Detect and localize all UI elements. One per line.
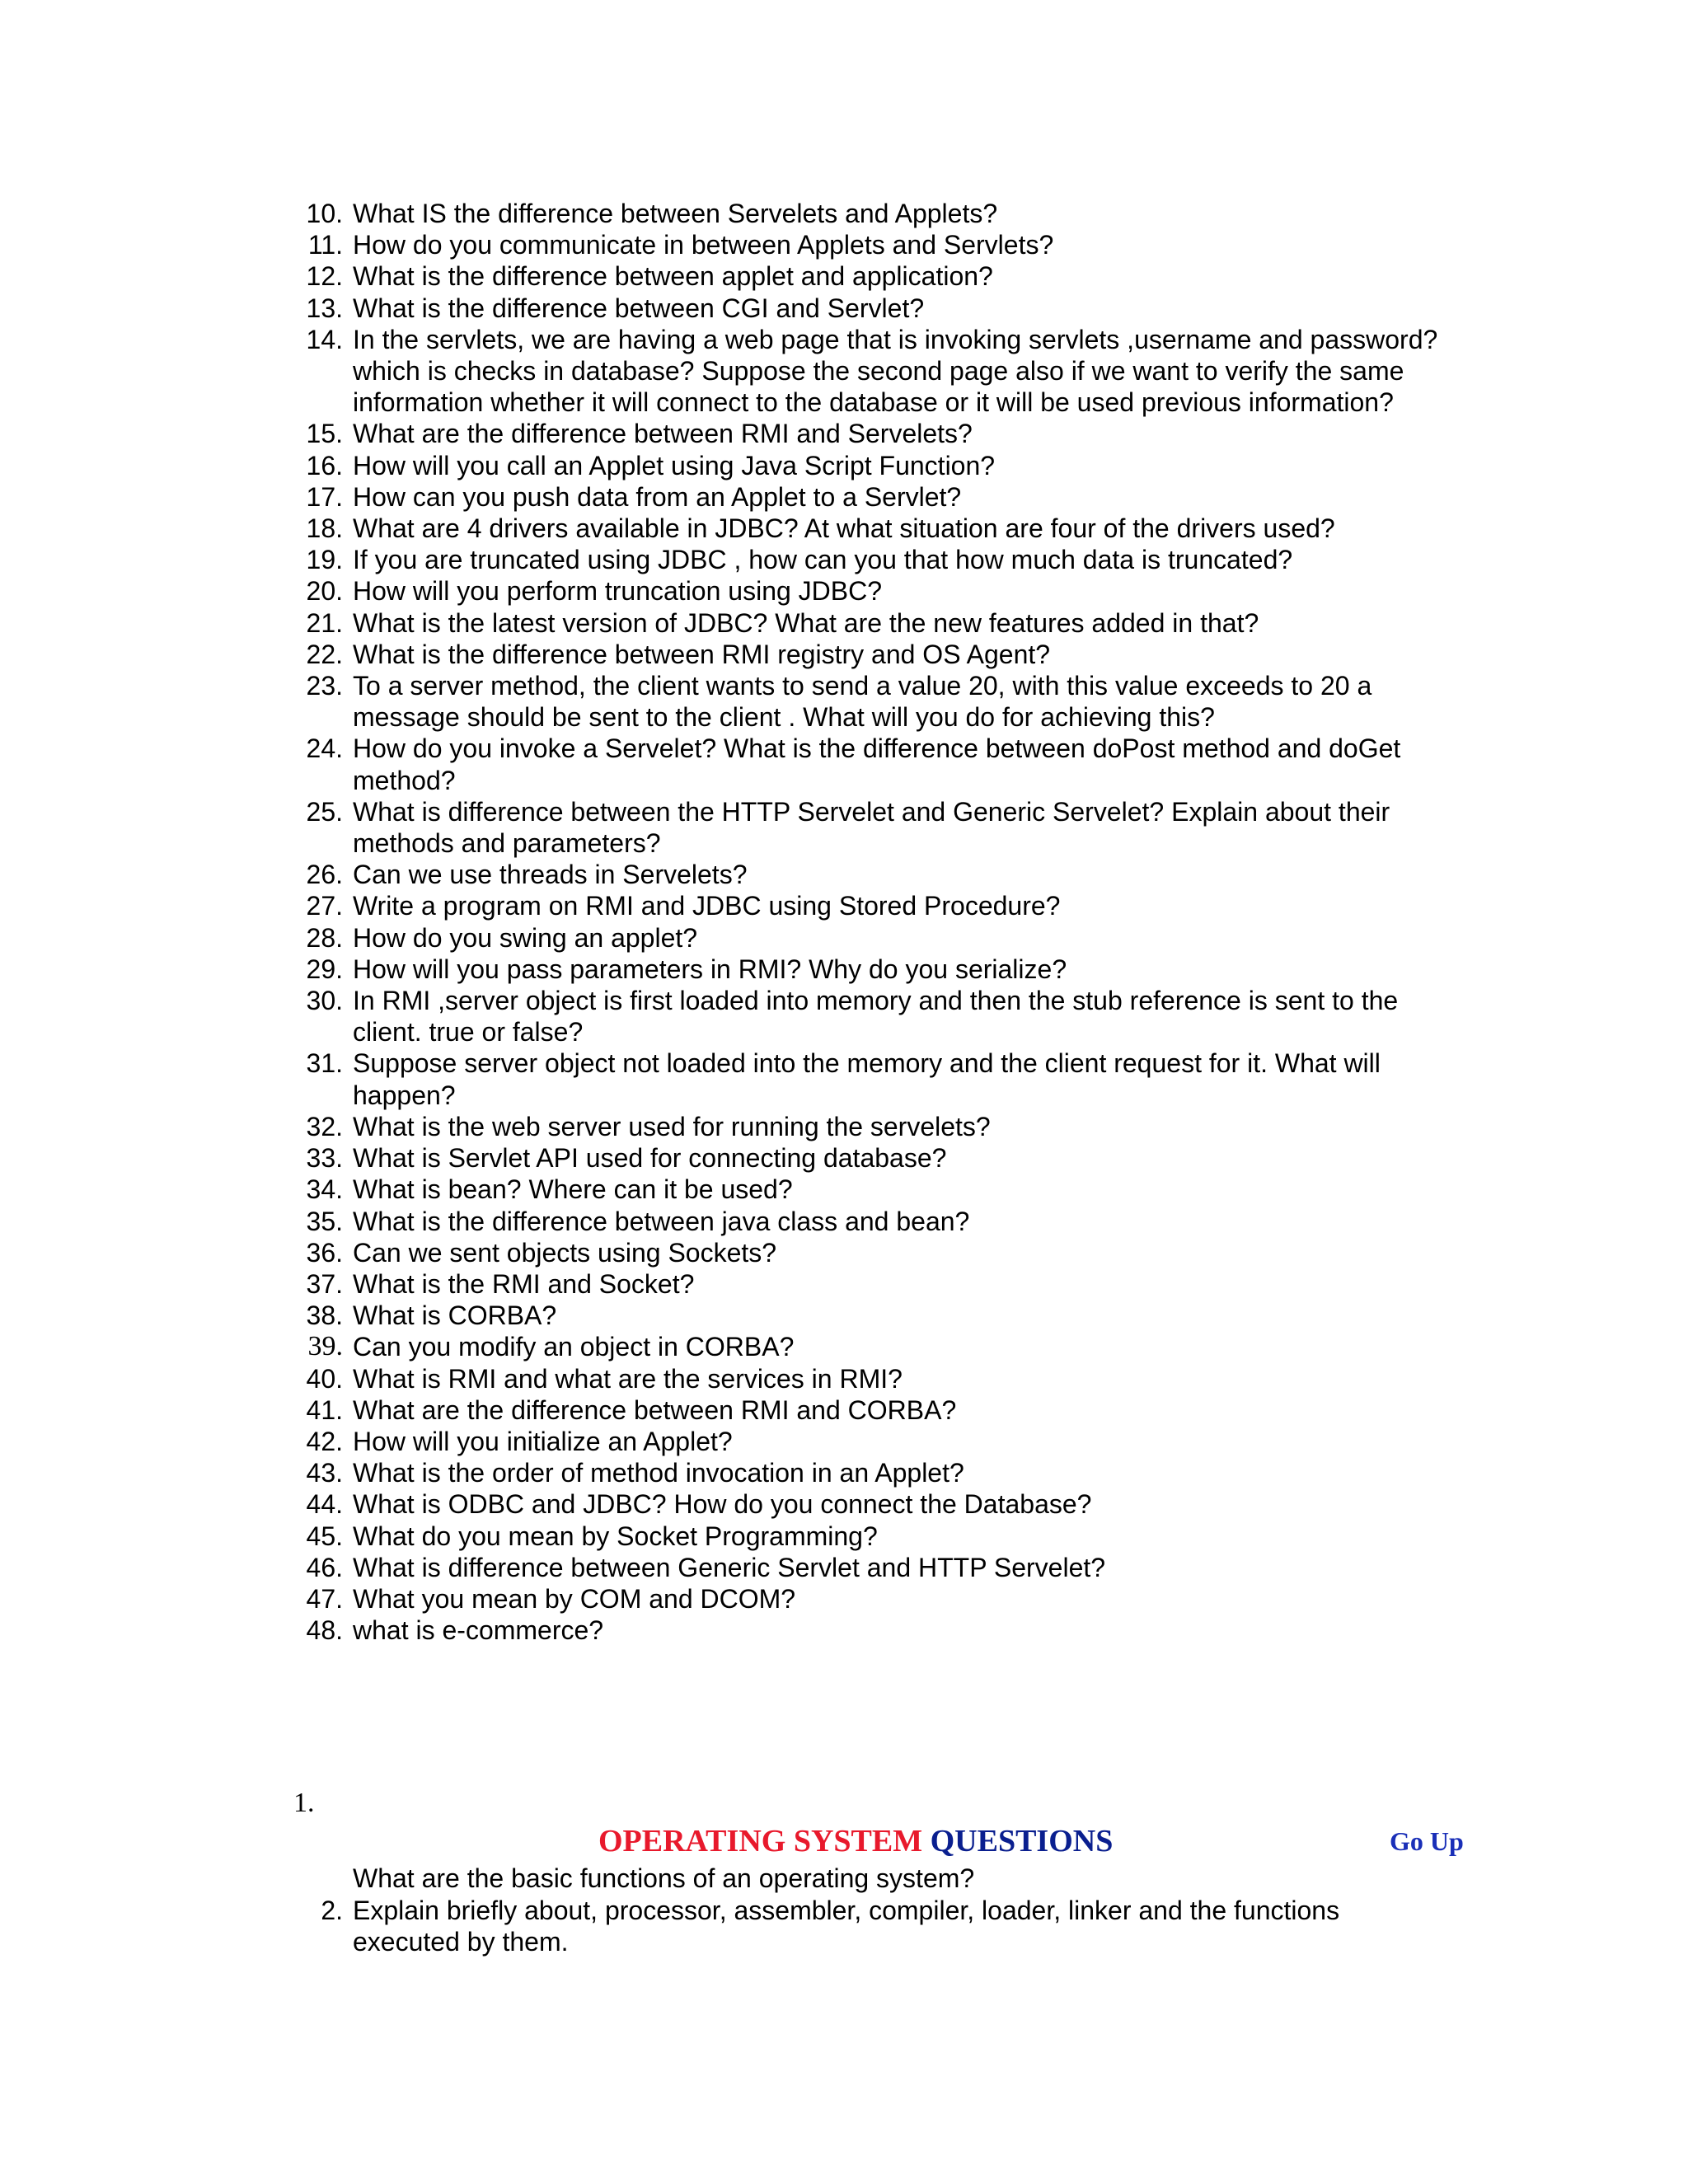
question-text: What is RMI and what are the services in RMI?	[353, 1363, 903, 1394]
question-text: In the servlets, we are having a web page that is invoking servlets ,username and password? which is checks in database? Suppose the second page also if we want to verify the same information whether it will connect to the database or it will be used previous information?	[353, 324, 1438, 418]
question-text: How do you communicate in between Applets and Servlets?	[353, 230, 1054, 260]
question-text: How will you initialize an Applet?	[353, 1426, 733, 1456]
question-number: 24.	[306, 733, 343, 764]
question-text: What is ODBC and JDBC? How do you connect the Database?	[353, 1489, 1092, 1520]
question-text: What do you mean by Socket Programming?	[353, 1521, 878, 1551]
question-text: What is the difference between CGI and Servlet?	[353, 293, 925, 323]
question-number: 16.	[306, 450, 343, 480]
question-item	[293, 859, 1447, 890]
question-number: 13.	[306, 293, 343, 323]
question-number: 11.	[307, 230, 343, 260]
question-text: How do you invoke a Servelet? What is the difference between doPost method and doGet method?	[353, 733, 1401, 795]
question-item	[293, 1331, 1447, 1362]
question-item	[293, 1142, 1447, 1174]
question-text: What is bean? Where can it be used?	[353, 1174, 793, 1205]
question-item	[293, 1394, 1447, 1426]
question-text: What is the RMI and Socket?	[353, 1268, 695, 1299]
question-item	[293, 954, 1447, 985]
question-number: 45.	[306, 1521, 343, 1551]
question-number: 32.	[306, 1111, 343, 1141]
question-number: 42.	[306, 1426, 343, 1456]
question-list	[293, 198, 1447, 1646]
question-number: 39.	[307, 1331, 343, 1362]
question-number: 17.	[306, 481, 343, 512]
question-item	[293, 418, 1447, 449]
os-question-number: 1.	[293, 1788, 315, 1818]
question-item	[293, 1457, 1447, 1488]
question-text: If you are truncated using JDBC , how can you that how much data is truncated?	[353, 545, 1293, 575]
question-item	[293, 260, 1447, 292]
question-item	[293, 607, 1447, 639]
question-number: 36.	[306, 1237, 343, 1268]
question-text: What is the difference between applet and application?	[353, 261, 993, 292]
question-number: 47.	[306, 1583, 343, 1614]
question-text: What are the difference between RMI and Servelets?	[353, 419, 973, 449]
question-number: 20.	[306, 576, 343, 607]
heading-part-red: OPERATING SYSTEM	[598, 1824, 923, 1858]
question-number: 35.	[306, 1206, 343, 1236]
question-item	[293, 198, 1447, 229]
question-text: To a server method, the client wants to send a value 20, with this value exceeds to 20 a message should be sent to the client . What will you do for achieving this?	[353, 671, 1372, 733]
question-text: Can you modify an object in CORBA?	[353, 1332, 795, 1362]
question-item	[293, 544, 1447, 575]
question-item	[293, 1363, 1447, 1394]
question-number: 12.	[306, 261, 343, 292]
question-item	[293, 575, 1447, 607]
question-item	[293, 1174, 1447, 1205]
question-text: Can we use threads in Servelets?	[353, 860, 748, 890]
go-up-link[interactable]: Go Up	[1390, 1826, 1464, 1856]
question-text: How can you push data from an Applet to a Servlet?	[353, 481, 962, 512]
question-number: 43.	[306, 1458, 343, 1488]
question-number: 27.	[306, 891, 343, 921]
question-text: What is difference between Generic Servlet and HTTP Servelet?	[353, 1552, 1106, 1582]
question-item	[293, 1552, 1447, 1583]
question-number: 37.	[306, 1268, 343, 1299]
question-item	[293, 1488, 1447, 1520]
question-item	[293, 1300, 1447, 1331]
question-text: Explain briefly about, processor, assembler, compiler, loader, linker and the functions executed by them.	[353, 1896, 1340, 1957]
question-item	[293, 481, 1447, 513]
question-text: What is Servlet API used for connecting database?	[353, 1143, 947, 1174]
question-item	[293, 1111, 1447, 1142]
question-item	[293, 1521, 1447, 1552]
question-item	[293, 1615, 1447, 1646]
question-text: What IS the difference between Servelets and Applets?	[353, 199, 998, 228]
question-item	[293, 293, 1447, 324]
question-text: Suppose server object not loaded into the memory and the client request for it. What will happen?	[353, 1048, 1381, 1110]
question-text: What are the difference between RMI and CORBA?	[353, 1394, 957, 1425]
question-text: what is e-commerce?	[353, 1615, 604, 1646]
question-item	[293, 229, 1447, 260]
section-heading	[598, 1823, 1113, 1859]
question-number: 40.	[306, 1363, 343, 1394]
question-item	[293, 670, 1447, 733]
question-number: 41.	[306, 1394, 343, 1425]
question-text: Can we sent objects using Sockets?	[353, 1237, 777, 1268]
question-number: 25.	[306, 796, 343, 827]
question-item	[293, 1583, 1447, 1615]
question-number: 28.	[306, 922, 343, 953]
heading-part-blue: QUESTIONS	[930, 1824, 1114, 1858]
question-text: What you mean by COM and DCOM?	[353, 1583, 796, 1614]
question-number: 21.	[306, 607, 343, 638]
question-text: What are 4 drivers available in JDBC? At what situation are four of the drivers used?	[353, 513, 1335, 544]
os-question-item	[293, 1895, 1447, 1957]
question-number: 14.	[306, 324, 343, 354]
question-text: What is CORBA?	[353, 1301, 557, 1331]
question-item	[293, 1206, 1447, 1237]
question-text: What is difference between the HTTP Servelet and Generic Servelet? Explain about their methods and parameters?	[353, 796, 1390, 859]
question-number: 19.	[306, 545, 343, 575]
question-item	[293, 1268, 1447, 1300]
question-item	[293, 985, 1447, 1047]
question-number: 15.	[306, 419, 343, 449]
question-item	[293, 890, 1447, 921]
question-number: 10.	[306, 199, 343, 228]
question-text: What is the difference between RMI registry and OS Agent?	[353, 639, 1051, 669]
question-text: How do you swing an applet?	[353, 922, 698, 953]
question-item	[293, 639, 1447, 670]
question-number: 38.	[306, 1301, 343, 1331]
question-number: 18.	[306, 513, 343, 544]
question-text: What is the latest version of JDBC? What are the new features added in that?	[353, 607, 1259, 638]
question-text: How will you perform truncation using JDBC?	[353, 576, 883, 607]
question-item	[293, 922, 1447, 954]
question-text: Write a program on RMI and JDBC using Stored Procedure?	[353, 891, 1061, 921]
question-text: How will you call an Applet using Java Script Function?	[353, 450, 996, 480]
question-number: 44.	[306, 1489, 343, 1520]
question-number: 48.	[306, 1615, 343, 1646]
question-number: 2.	[321, 1896, 343, 1925]
question-item	[293, 513, 1447, 544]
question-number: 34.	[306, 1174, 343, 1205]
question-item	[293, 1047, 1447, 1110]
operating-system-section	[293, 1787, 1530, 1985]
question-text: What is the difference between java class and bean?	[353, 1206, 970, 1236]
question-text: In RMI ,server object is first loaded into memory and then the stub reference is sent to the client. true or false?	[353, 986, 1399, 1047]
question-item	[293, 324, 1447, 419]
question-number: 29.	[306, 954, 343, 984]
question-number: 33.	[306, 1143, 343, 1174]
question-number: 26.	[306, 860, 343, 890]
question-number: 31.	[306, 1048, 343, 1079]
question-item	[293, 796, 1447, 859]
question-number: 30.	[306, 986, 343, 1016]
question-number: 23.	[306, 671, 343, 701]
question-item	[293, 1237, 1447, 1268]
question-item	[293, 450, 1447, 481]
question-text: How will you pass parameters in RMI? Why do you serialize?	[353, 954, 1067, 984]
question-number: 22.	[306, 639, 343, 669]
question-text: What is the order of method invocation in an Applet?	[353, 1458, 964, 1488]
question-item	[293, 1426, 1447, 1457]
question-text: What is the web server used for running the servelets?	[353, 1111, 991, 1141]
question-number: 46.	[306, 1552, 343, 1582]
os-question-text: What are the basic functions of an operating system?	[353, 1863, 975, 1893]
question-item	[293, 733, 1447, 795]
